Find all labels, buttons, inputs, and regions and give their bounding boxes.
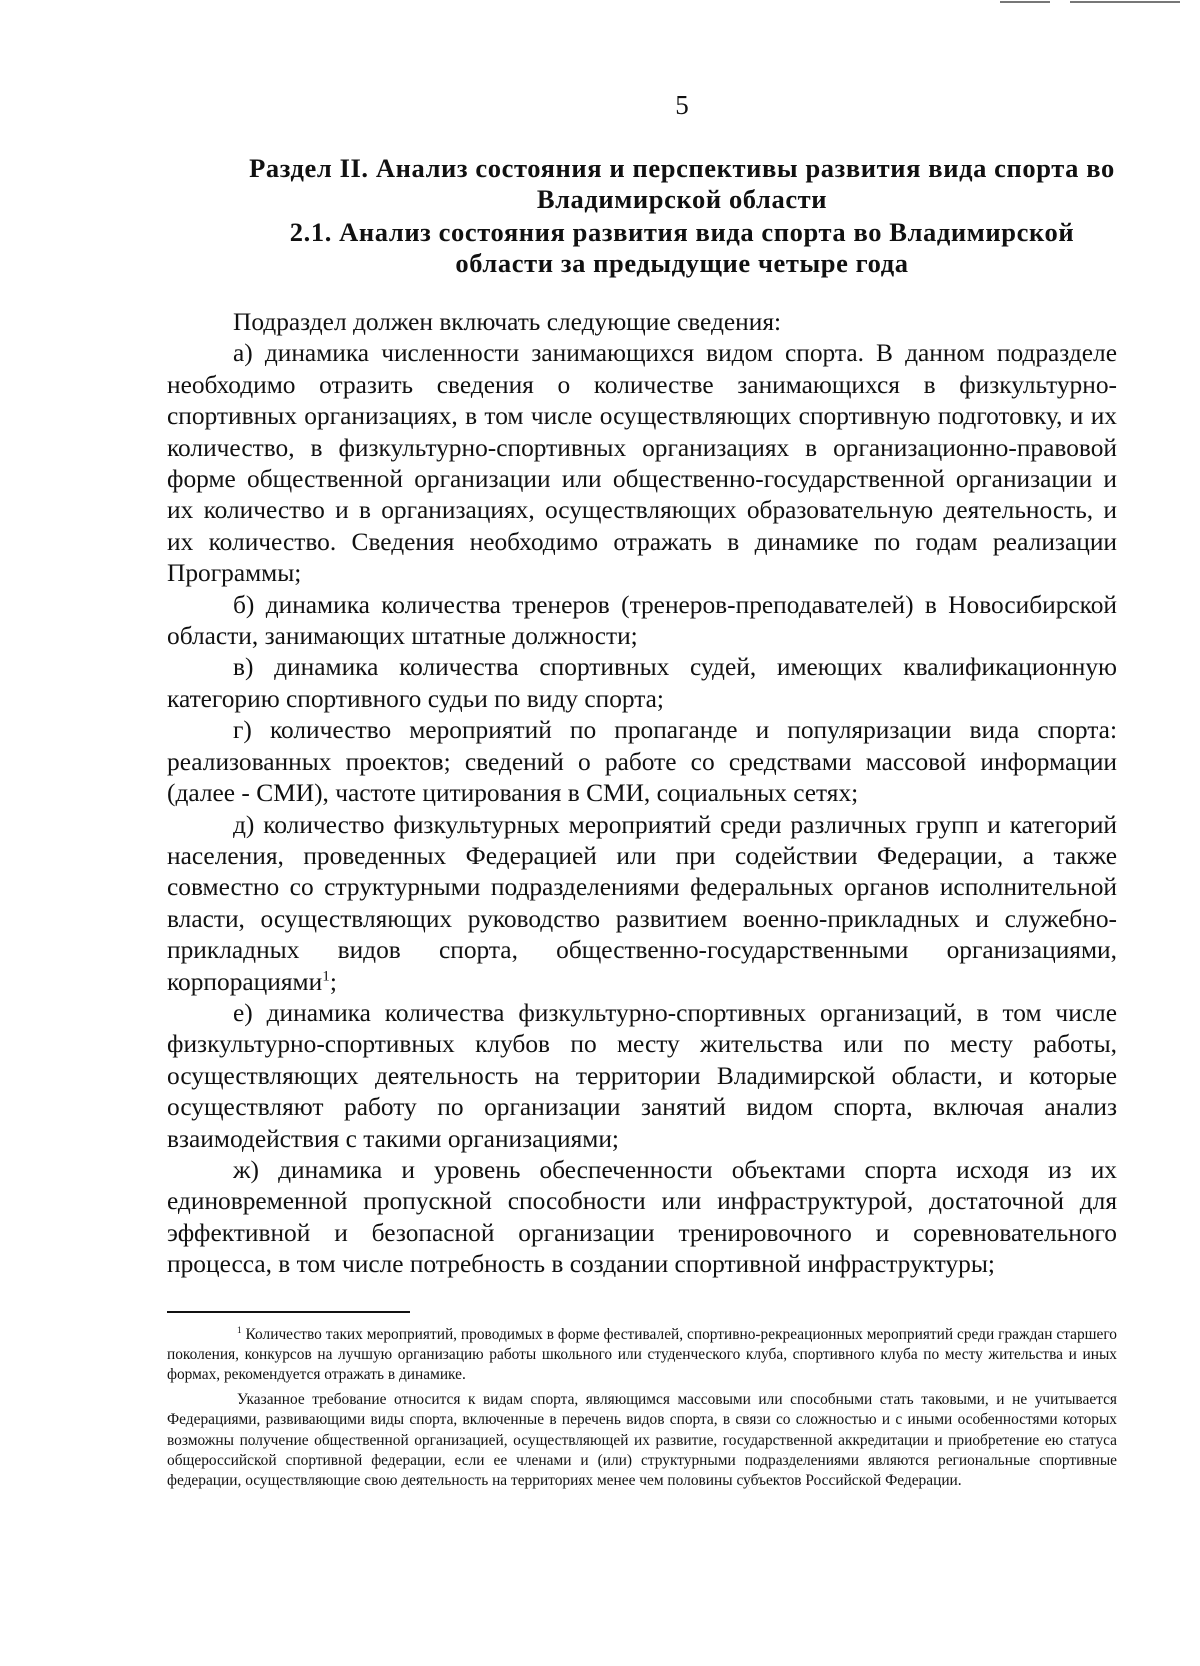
list-item-a: а) динамика численности занимающихся видом спорта. В данном подразделе необходимо отразить сведения о количестве занимающихся в физкультурно-спортивных организациях, в том числе осуществляющих спортивную подготовку, и их количество, в физкультурно-спортивных организациях в организационно-правовой форме общественной организации или общественно-государственной организации и их количество и в организациях, осуществляющих образовательную деятельность, и их количество. Сведения необходимо отражать в динамике по годам реализации Программы;: [167, 339, 1117, 588]
subsection-title: 2.1. Анализ состояния развития вида спорта во Владимирской области за предыдущие четыре года: [289, 217, 1075, 278]
scan-artifact-line: [1070, 1, 1180, 3]
footnote-2: Указанное требование относится к видам спорта, являющимся массовыми или способными стать таковыми, и не учитывается Федерациями, развивающими виды спорта, включенные в перечень видов спорта, в связи со сложностью и с иными особенностями которых возможны получение общественной организацией, осуществляющей их развитие, государственной аккредитации и приобретение ею статуса общероссийской спортивной федерации, если ее членами и (или) структурными подразделениями являются региональные спортивные федерации, осуществляющие свою деятельность на территориях менее чем половины субъектов Российской Федерации.: [167, 1390, 1117, 1490]
footnote-marker: 1: [237, 1324, 242, 1335]
page-number: 5: [675, 90, 689, 120]
list-item-d: [167, 810, 1117, 998]
list-item-v: в) динамика количества спортивных судей, имеющих квалификационную категорию спортивного судьи по виду спорта;: [167, 653, 1117, 713]
list-item-zh: ж) динамика и уровень обеспеченности объектами спорта исходя из их единовременной пропускной способности или инфраструктурой, достаточной для эффективной и безопасной организации тренировочного и соревновательного процесса, в том числе потребность в создании спортивной инфраструктуры;: [167, 1155, 1117, 1279]
list-item-d-text: д) количество физкультурных мероприятий среди различных групп и категорий населения, проведенных Федерацией или при содействии Федерации, а также совместно со структурными подразделениями федеральных органов исполнительной власти, осуществляющих руководство развитием военно-прикладных и служебно-прикладных видов спорта, общественно-государственными организациями, корпорациями: [167, 810, 1117, 996]
footnotes: [167, 1325, 1117, 1492]
footnote-1: [167, 1325, 1117, 1386]
intro-paragraph: Подраздел должен включать следующие сведения:: [233, 308, 782, 336]
document-body: [167, 307, 1117, 1281]
footnote-1-text: Количество таких мероприятий, проводимых в форме фестивалей, спортивно-рекреационных мероприятий среди граждан старшего поколения, конкурсов на лучшую организацию работы школьного или студенческого клуба, спортивного клуба по месту жительства и иных формах, рекомендуется отражать в динамике.: [167, 1325, 1117, 1384]
list-item-b: б) динамика количества тренеров (тренеров-преподавателей) в Новосибирской области, занимающих штатные должности;: [167, 590, 1117, 651]
section-title: Раздел II. Анализ состояния и перспективы развития вида спорта во Владимирской области: [249, 153, 1115, 214]
document-page: [167, 90, 1117, 1492]
footnote-separator: [167, 1311, 410, 1313]
footnote-reference[interactable]: 1: [322, 967, 330, 985]
list-item-d-end: ;: [329, 967, 337, 996]
list-item-e: е) динамика количества физкультурно-спортивных организаций, в том числе физкультурно-спортивных клубов по месту жительства или по месту работы, осуществляющих деятельность на территории Владимирской области, и которые осуществляют работу по организации занятий видом спорта, включая анализ взаимодействия с такими организациями;: [167, 998, 1117, 1153]
list-item-g: г) количество мероприятий по пропаганде и популяризации вида спорта: реализованных проектов; сведений о работе со средствами массовой информации (далее - СМИ), частоте цитирования в СМИ, социальных сетях;: [167, 716, 1117, 808]
scan-artifact-line: [1000, 1, 1050, 3]
